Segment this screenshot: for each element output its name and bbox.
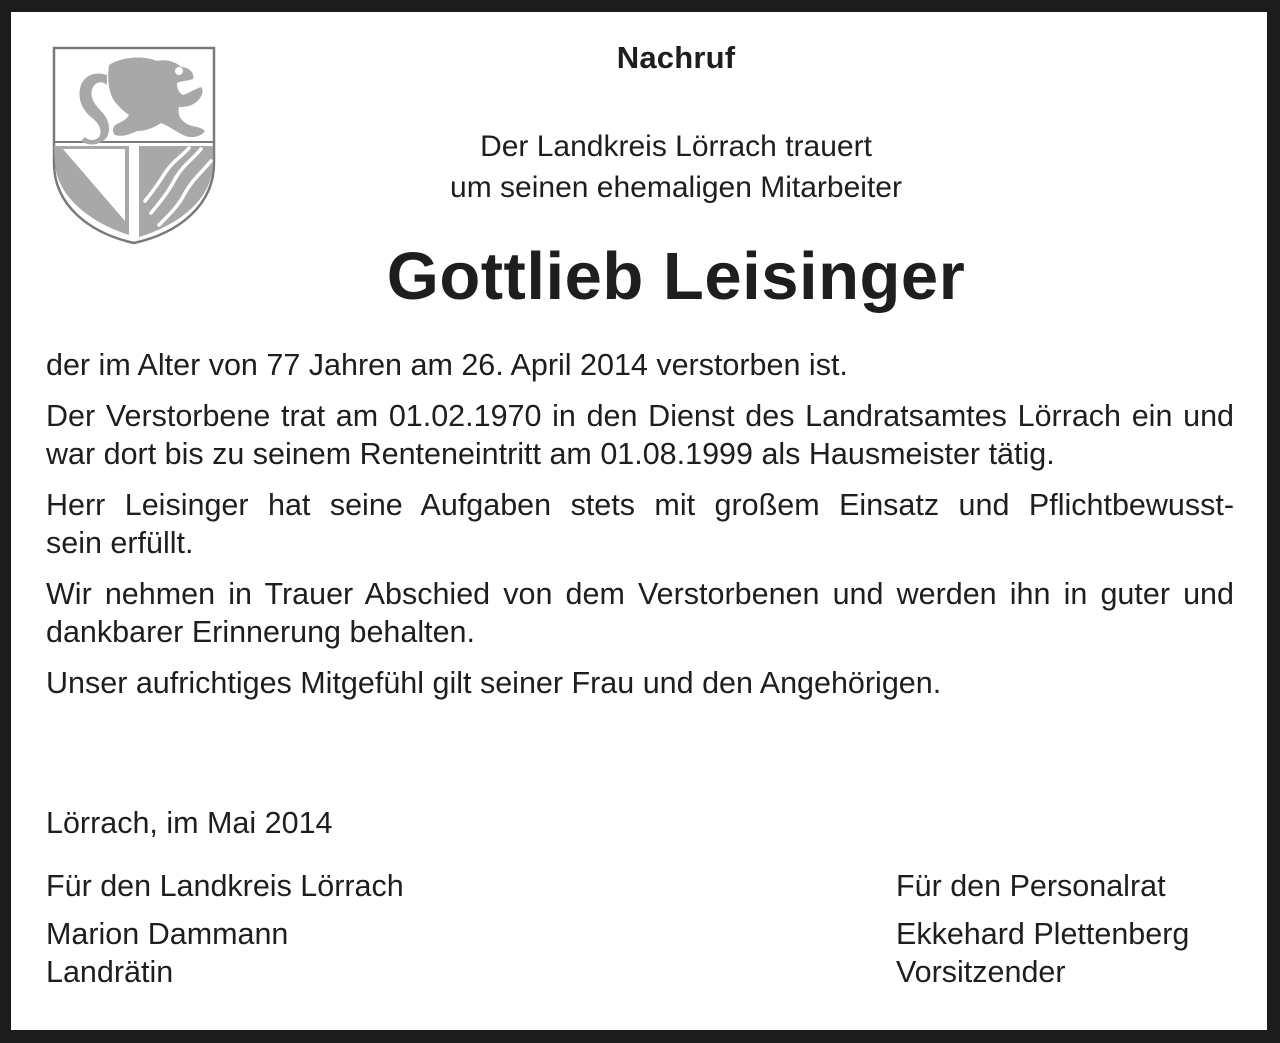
intro-text xyxy=(11,126,1267,208)
intro-line-2: um seinen ehemaligen Mitarbeiter xyxy=(450,171,902,204)
paragraph-condolences: Unser aufrichtiges Mitgefühl gilt seiner Frau und den Angehörigen. xyxy=(46,665,942,700)
signature-name-district: Marion Dammann xyxy=(46,916,289,951)
place-date: Lörrach, im Mai 2014 xyxy=(46,806,333,840)
signature-title-staff-council: Vorsitzender xyxy=(896,955,1066,989)
deceased-name: Gottlieb Leisinger xyxy=(386,239,966,314)
paragraph-employment: Der Verstorbene trat am 01.02.1970 in den Dienst des Landratsamtes Lörrach ein und war dort bis zu seinem Renteneintritt am 01.08.1999 als Hausmeister tätig. xyxy=(46,398,1234,471)
signature-org-district: Für den Landkreis Lörrach xyxy=(46,869,404,903)
signature-name-staff-council: Ekkehard Plettenberg xyxy=(896,916,1190,951)
paragraph-age-date: der im Alter von 77 Jahren am 26. April 2014 verstorben ist. xyxy=(46,348,848,382)
notice-body xyxy=(46,346,1234,702)
signature-org-staff-council: Für den Personalrat xyxy=(896,869,1166,903)
paragraph-farewell: Wir nehmen in Trauer Abschied von dem Verstorbenen und werden ihn in guter und dankbarer Erinnerung behalten. xyxy=(46,576,1234,649)
intro-line-1: Der Landkreis Lörrach trauert xyxy=(480,130,872,163)
signature-block-staff-council xyxy=(896,867,1189,992)
paragraph-dedication-line-1: Herr Leisinger hat seine Aufgaben stets mit großem Einsatz und Pflichtbewusst- xyxy=(46,487,1234,522)
signature-title-district: Landrätin xyxy=(46,955,174,989)
paragraph-dedication-line-2: sein erfüllt. xyxy=(46,526,194,560)
notice-label: Nachruf xyxy=(616,40,736,75)
obituary-notice xyxy=(11,12,1267,1030)
paragraph-dedication xyxy=(46,486,1234,563)
signature-block-district xyxy=(46,867,404,992)
